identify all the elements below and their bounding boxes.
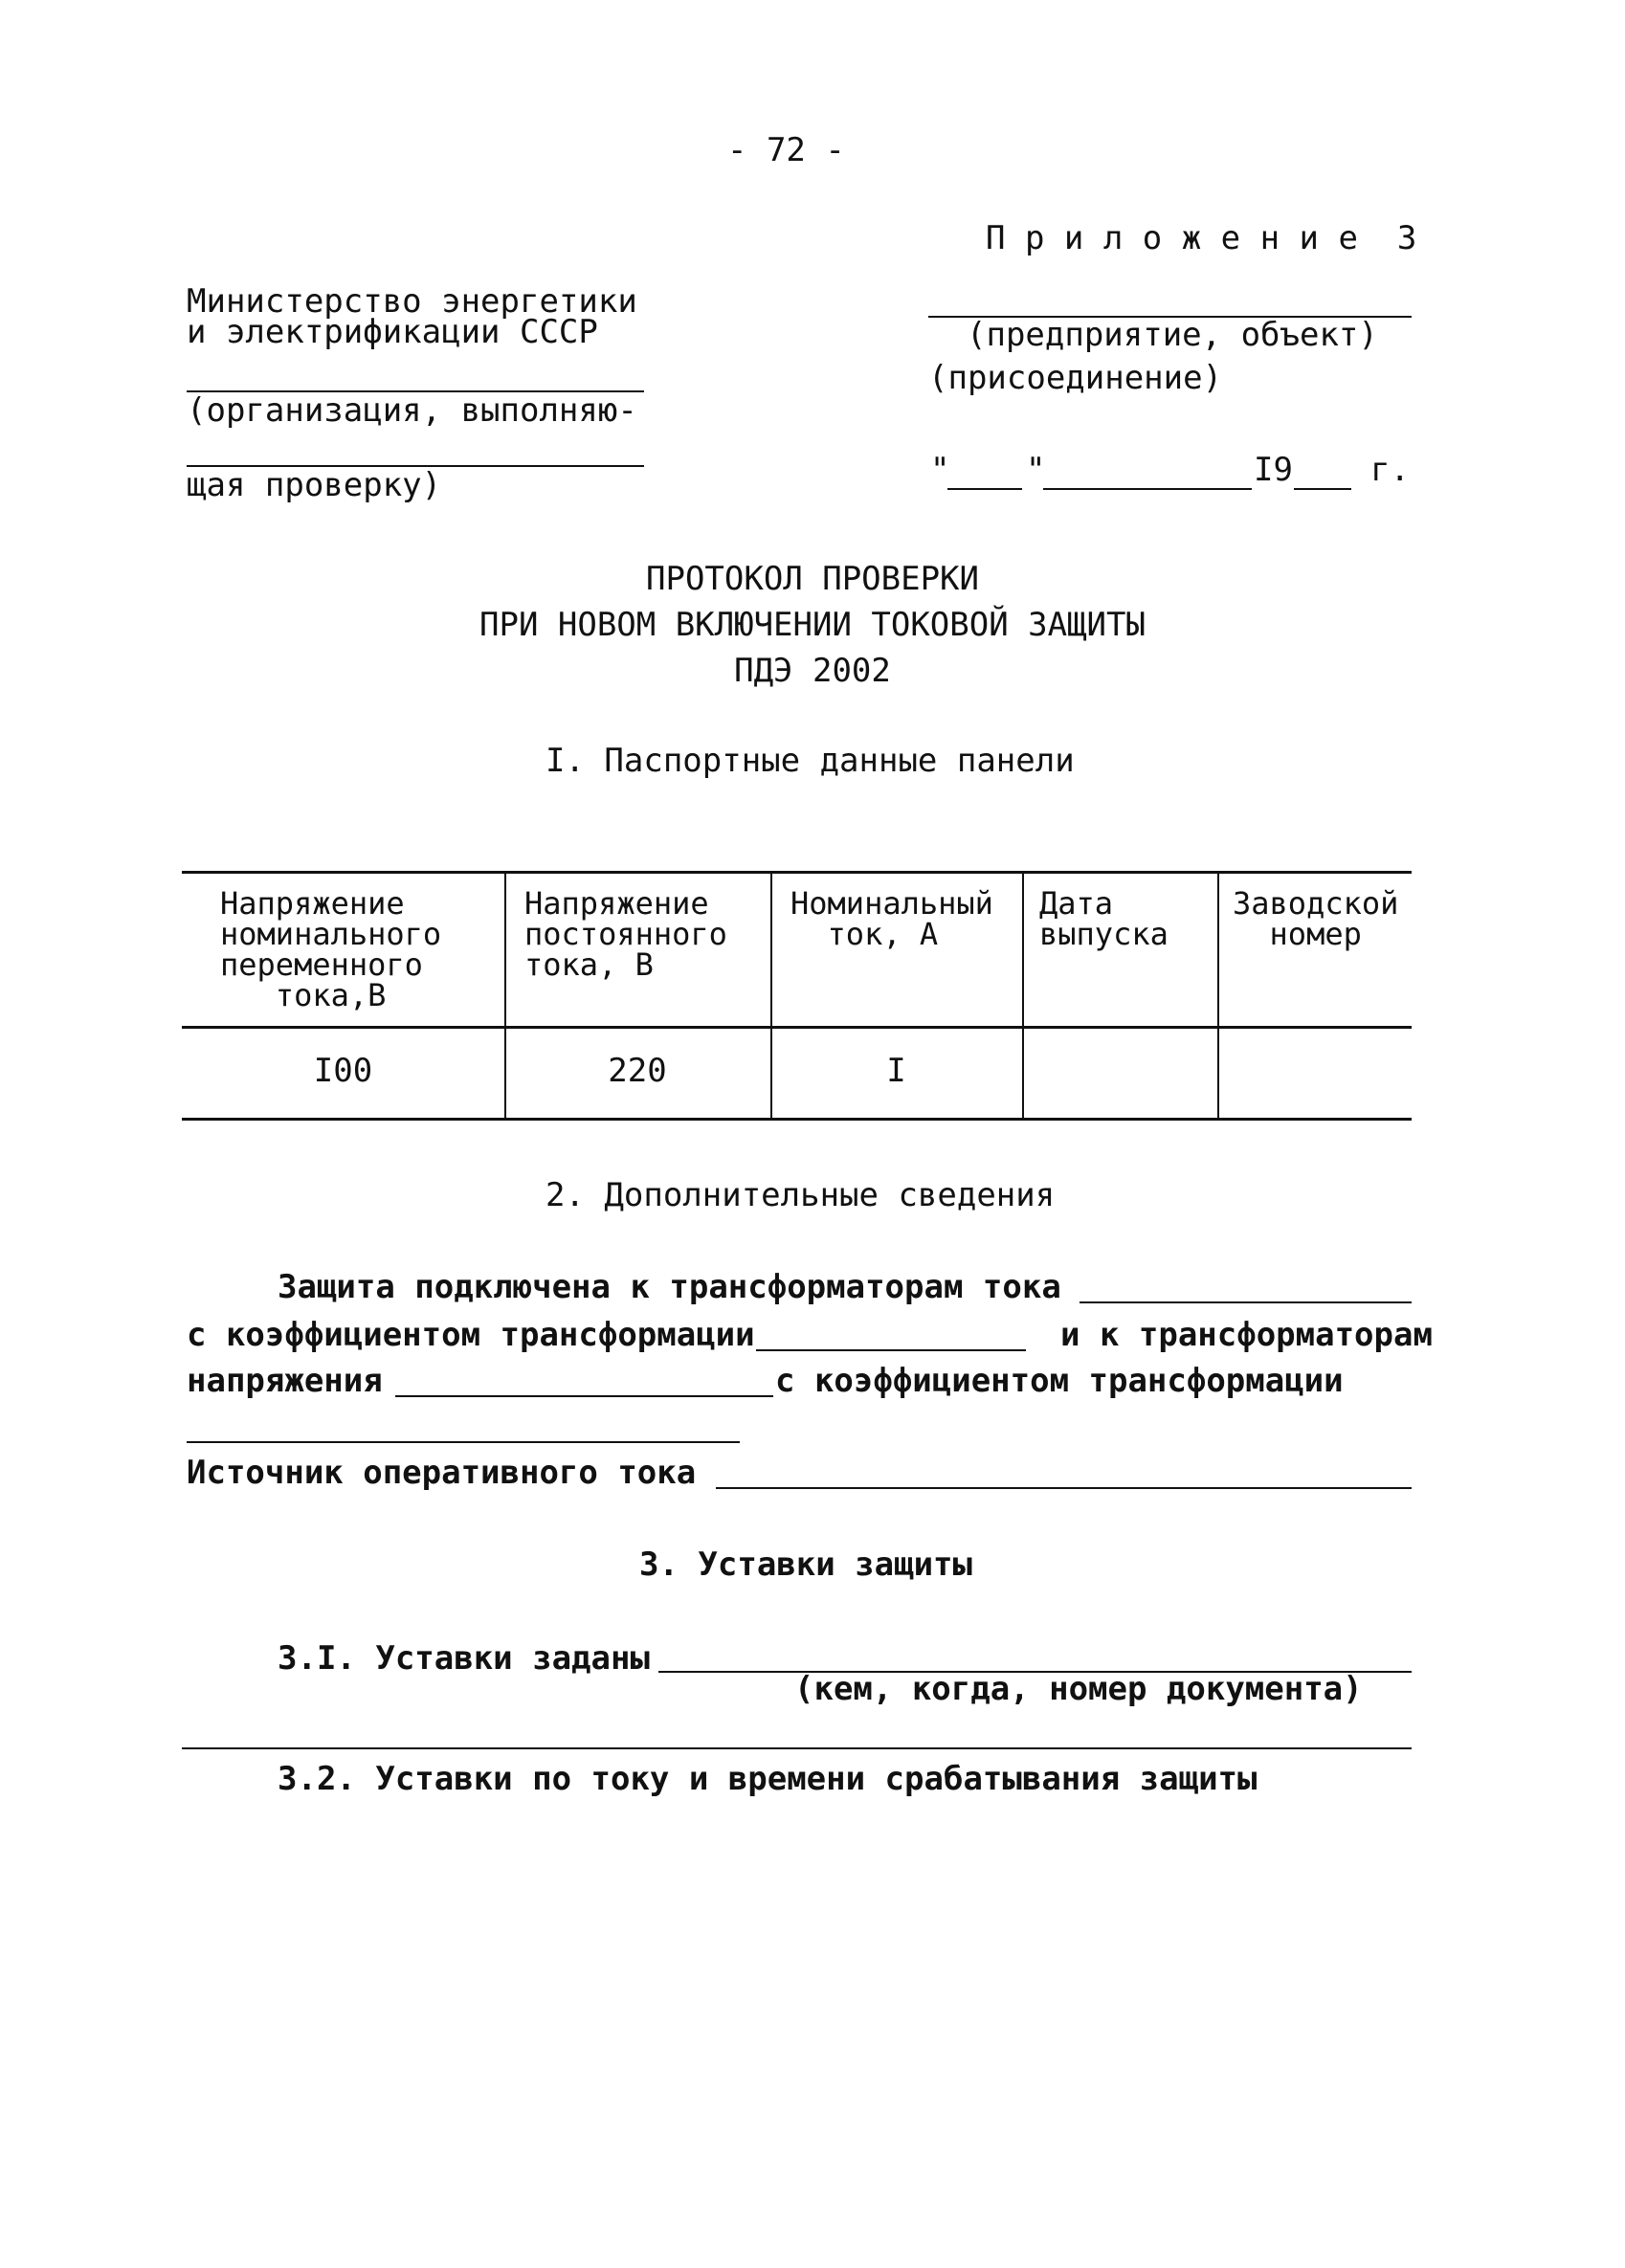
ct-field-line [1080,1301,1412,1303]
title-line-3: ПДЭ 2002 [734,652,891,690]
table-cell-ac-voltage: I00 [313,1052,373,1090]
section2-line-3a: напряжения [187,1362,383,1400]
date-month-line [1043,488,1252,490]
enterprise-label: (предприятие, объект) [967,316,1378,354]
page-number: - 72 - [727,131,845,169]
ministry-line-2: и электрификации СССР [187,313,598,351]
date-year-line [1294,488,1351,490]
table-cell-dc-voltage: 220 [608,1052,667,1090]
date-quote-open: " [930,451,950,489]
section2-line-2a: с коэффициентом трансформации [187,1316,755,1354]
section2-line-4: Источник оперативного тока [187,1454,697,1492]
ministry-line-1: Министерство энергетики [187,282,637,321]
settings-issued-caption: (кем, когда, номер документа) [794,1670,1363,1708]
title-line-2: ПРИ НОВОМ ВКЛЮЧЕНИИ ТОКОВОЙ ЗАЩИТЫ [479,606,1146,644]
table-bottom-border [182,1118,1412,1121]
title-line-1: ПРОТОКОЛ ПРОВЕРКИ [646,560,979,598]
table-header-ac-voltage: Напряжение номинального переменного тока,В [220,885,442,1013]
organization-label-2: щая проверку) [187,466,442,504]
vt-field-line [395,1395,773,1397]
appendix-label: П р и л о ж е н и е 3 [986,219,1417,257]
section2-line-1: Защита подключена к трансформаторам тока [278,1268,1061,1306]
section2-line-3b: с коэффициентом трансформации [775,1362,1344,1400]
table-col-divider-3 [1022,873,1024,1120]
date-quote-close: " [1026,451,1046,489]
section3-item1-label: 3.I. Уставки заданы [278,1639,650,1678]
section2-heading: 2. Дополнительные сведения [545,1176,1056,1214]
organization-label-1: (организация, выполняю- [187,391,637,430]
table-col-divider-4 [1217,873,1219,1120]
section3-heading: 3. Уставки защиты [639,1545,972,1584]
ct-ratio-field-line [756,1349,1026,1351]
section1-heading: I. Паспортные данные панели [545,742,1075,780]
table-header-release-date: Дата выпуска [1039,885,1169,952]
connection-label: (присоединение) [928,359,1223,397]
table-header-rated-current: Номинальный ток, А [790,885,993,952]
section2-line-2b: и к трансформаторам [1060,1316,1433,1354]
table-header-border [182,1026,1412,1029]
date-suffix: г. [1370,451,1410,489]
table-header-dc-voltage: Напряжение постоянного тока, В [524,885,727,983]
table-top-border [182,871,1412,874]
section3-item2-label: 3.2. Уставки по току и времени срабатывания защиты [278,1760,1258,1798]
table-cell-rated-current: I [886,1052,906,1090]
settings-full-line [182,1747,1412,1749]
vt-ratio-field-line [187,1441,740,1443]
date-day-line [947,488,1022,490]
date-year-prefix: I9 [1254,451,1293,489]
table-header-serial-number: Заводской номер [1233,885,1399,952]
power-source-field-line [716,1487,1412,1489]
